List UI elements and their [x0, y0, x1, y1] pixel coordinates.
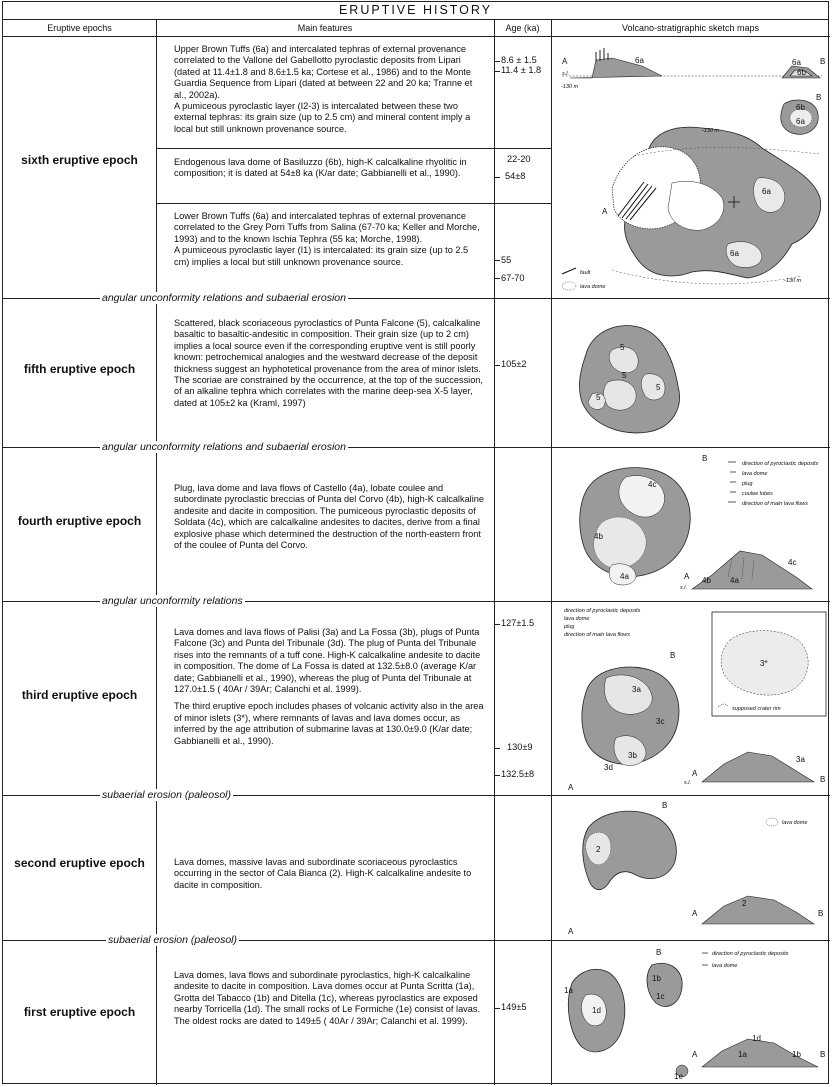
map-label: 1d [592, 1006, 601, 1015]
separator-label: angular unconformity relations and subaerial erosion [102, 292, 346, 304]
map-legend-text: coulee lobes [742, 491, 773, 497]
map-legend-text: lava dome [580, 284, 606, 290]
map-label: B [820, 57, 826, 66]
eruptive-history-table [2, 1, 829, 1084]
age-value: 127±1.5 [501, 618, 535, 628]
age-tick [494, 71, 500, 72]
age-value: 105±2 [501, 359, 527, 369]
separator-label: subaerial erosion (paleosol) [102, 789, 231, 801]
map-legend-text: direction of main lava flows [742, 501, 809, 507]
map-label: 5 [622, 371, 627, 380]
map-label: A [562, 57, 568, 66]
map-first-svg [552, 943, 830, 1083]
map-label: 6a [762, 187, 771, 196]
epoch-title-third: third eruptive epoch [21, 688, 138, 702]
separator-label: angular unconformity relations and subaerial erosion [102, 441, 346, 453]
map-legend-text: lava dome [742, 471, 768, 477]
map-label: 6a [635, 56, 644, 65]
features-sixth-dome: Endogenous lava dome of Basiluzzo (6b), high-K calcalkaline rhyolitic in composition; it is dated at 54±8 ka (K/ar date; Gabbianelli et al., 1990). [174, 157, 467, 179]
map-label: 4c [788, 558, 797, 567]
map-label: B [818, 909, 824, 918]
features-text: The third eruptive epoch includes phases of volcanic activity also in the area of minor islets (3*), where remnants of lavas and lava domes occur, as inferred by the age attribution of submarine lavas at 130.0±9.0 (K/ar date; Gabbianelli et al., 1990). [174, 701, 484, 746]
map-legend-text: lava dome [712, 963, 738, 969]
map-label: B [820, 1050, 826, 1059]
age-tick [494, 365, 500, 366]
map-label: 6a [730, 249, 739, 258]
column-divider [494, 19, 495, 1085]
age-value: 11.4 ± 1.8 [501, 65, 542, 75]
map-label: A [684, 572, 690, 581]
map-legend-text: direction of pyroclastic deposits [712, 951, 789, 957]
map-legend-text: direction of pyroclastic deposits [742, 461, 819, 467]
epoch-title-second: second eruptive epoch [14, 856, 145, 870]
features-sixth-lower [174, 211, 484, 268]
features-text: Upper Brown Tuffs (6a) and intercalated tephras of external provenance correlated to the Vallone del Gabellotto pyroclastic deposits from Lipari (dated at 11.4±1.8 and 8.6±1.5 ka; Cortese et al., 1986) and to the Monte Guardia Sequence from Lipari (dated at between 22 and 20 ka; Tranne et al., 2002a). [174, 44, 473, 100]
age-tick [494, 177, 500, 178]
map-label: s.l. [562, 71, 570, 77]
map-label: A [568, 783, 574, 792]
features-text: Lower Brown Tuffs (6a) and intercalated tephras of external provenance correlated to the Grey Porri Tuffs from Salina (67-70 ka; Keller and Morche, 1993) and to the known Ischia Tephra (55 ka; Morche, 1998). [174, 211, 480, 244]
map-legend-text: direction of main lava flows [564, 632, 631, 638]
age-value: 55 [501, 255, 512, 265]
epoch-title-fifth: fifth eruptive epoch [23, 362, 136, 376]
sub-row-divider [156, 203, 551, 204]
map-label: B [670, 651, 676, 660]
map-legend-text: lava dome [564, 616, 590, 622]
map-label: 1e [674, 1072, 683, 1081]
map-label: 3d [604, 763, 613, 772]
header-age: Age (ka) [494, 19, 551, 37]
map-legend-text: plug [742, 481, 753, 487]
map-label: 6a [796, 117, 805, 126]
map-fourth-svg [552, 451, 830, 599]
age-tick [494, 260, 500, 261]
map-label: 5 [596, 393, 601, 402]
map-label: 4b [594, 532, 603, 541]
header-epochs: Eruptive epochs [3, 19, 156, 37]
map-fifth-epoch [552, 302, 830, 444]
features-text: Lava domes and lava flows of Palisi (3a) and La Fossa (3b), plugs of Punta Falcone (3c) and Punta del Tribunale (3d). The plug of Punta del Tribunale rises into the remnants of a tuff cone. High-K calcalkaline andesite to dacite in composition. The dome of La Fossa is dated at 132.5±8.0 (average K/ar date; Gabbianelli et al., 1990), whereas the plug of Punta del Tribunale at 127.0±1.5 ( 40Ar / 39Ar; Calanchi et al. 1999). [174, 627, 481, 695]
map-legend-text: fault [580, 270, 591, 276]
map-first-epoch [552, 943, 830, 1083]
age-value: 22-20 [507, 154, 531, 164]
separator-label: subaerial erosion (paleosol) [108, 934, 237, 946]
map-label: B [816, 93, 822, 102]
age-value: 132.5±8 [501, 769, 535, 779]
map-label: 2 [742, 899, 747, 908]
epoch-title-fourth: fourth eruptive epoch [17, 514, 142, 528]
epoch-title-sixth: sixth eruptive epoch [21, 153, 138, 167]
map-label: B [656, 948, 662, 957]
map-label: 4b [702, 576, 711, 585]
map-label: 6b [797, 68, 806, 77]
age-value: 8.6 ± 1.5 [501, 55, 537, 65]
map-label: 3a [796, 755, 805, 764]
features-sixth-upper [174, 44, 484, 135]
map-label: 5 [620, 343, 625, 352]
map-fifth-svg [552, 302, 830, 444]
map-label: 1c [656, 992, 665, 1001]
map-label: 1d [752, 1034, 761, 1043]
age-tick [494, 775, 500, 776]
map-fourth-epoch [552, 451, 830, 599]
map-third-svg [552, 604, 830, 793]
map-label: 6b [796, 103, 805, 112]
map-label: A [602, 207, 608, 216]
map-label: -130 m [561, 84, 579, 90]
sub-row-divider [156, 148, 551, 149]
map-label: 3c [656, 717, 665, 726]
map-label: 1a [738, 1050, 747, 1059]
map-label: 6a [792, 58, 801, 67]
map-label: B [662, 801, 668, 810]
age-tick [494, 61, 500, 62]
age-tick [494, 624, 500, 625]
age-tick [494, 1008, 500, 1009]
map-label: 2 [596, 845, 601, 854]
map-legend-text: supposed crater rim [732, 706, 781, 712]
features-fourth: Plug, lava dome and lava flows of Castello (4a), lobate coulee and subordinate pyroclastic breccias of Punta del Corvo (4b), high-K calcalkaline andesite and dacite in composition. The pumiceous pyroclastic deposits of Soldata (4c), which are calcalkaline andesites to dacites, derive from a final explosive phase which determined the destruction of the north-eastern front of the coulee of Punta del Corvo. [174, 483, 484, 551]
map-label: 3a [632, 685, 641, 694]
map-label: A [692, 1050, 698, 1059]
map-label: 3* [760, 659, 768, 668]
header-features: Main features [156, 19, 494, 37]
column-divider [156, 19, 157, 1085]
map-label: 4c [648, 480, 657, 489]
age-value: 67-70 [501, 273, 525, 283]
features-fifth: Scattered, black scoriaceous pyroclastics of Punta Falcone (5), calcalkaline basaltic to basaltic-andesitic in composition. Their grain size (up to 2 cm) implies a local source even if the corresponding eruptive vent is still poorly known: petrochemical analogies and the westward decrease of the deposit thickness suggest an hyphotetical provenance from the area of minor islets. The scoriae are constrained by the occurrence, at the top of the succession, of an alkaline tephra which correlates with the marine deep-sea X-5 layer, dated at 105±2 ka (Kraml, 1997) [174, 318, 483, 408]
map-second-epoch [552, 798, 830, 938]
features-text: A pumiceous pyroclastic layer (I1) is intercalated: its grain size (up to 2.5 cm) implies a local but still unknown provenance source. [174, 245, 469, 267]
map-label: 4a [730, 576, 739, 585]
epoch-title-first: first eruptive epoch [23, 1005, 136, 1019]
map-second-svg [552, 798, 830, 938]
map-label: 5 [656, 383, 661, 392]
table-title: ERUPTIVE HISTORY [3, 2, 828, 20]
map-label: B [820, 775, 826, 784]
header-maps: Volcano-stratigraphic sketch maps [551, 19, 830, 37]
separator-label: angular unconformity relations [102, 595, 243, 607]
map-label: 4a [620, 572, 629, 581]
map-label: A [692, 909, 698, 918]
map-label: -130 m [702, 128, 720, 134]
age-tick [494, 748, 500, 749]
map-sixth-svg [552, 38, 830, 296]
map-label: -130 m [784, 278, 802, 284]
map-label: 3b [628, 751, 637, 760]
age-value: 54±8 [505, 171, 526, 181]
map-sixth-epoch [552, 38, 830, 296]
map-label: 1b [652, 974, 661, 983]
features-first: Lava domes, lava flows and subordinate pyroclastics, high-K calcalkaline andesite to dacite in composition. Lava domes occur at Punta Scritta (1a), Grotta del Tabacco (1b) and Ditella (1c), whereas pyroclastics are exposed nearby Torricella (1d). The small rocks of Le Formiche (1e) consist of lavas. The oldest rocks are dated to 149±5 ( 40Ar / 39Ar; Calanchi et al. 1999). [174, 970, 481, 1026]
age-value: 149±5 [501, 1002, 527, 1012]
map-third-epoch [552, 604, 830, 793]
features-third [174, 627, 484, 747]
features-text: A pumiceous pyroclastic layer (I2-3) is intercalated between these two external tephras: its grain size (up to 2.5 cm) and mineral content imply a local but still unknown provenance source. [174, 101, 471, 134]
map-label: s.l. [680, 585, 688, 591]
map-label: 1b [792, 1050, 801, 1059]
map-legend-text: plug [564, 624, 575, 630]
map-label: A [692, 769, 698, 778]
map-label: B [702, 454, 708, 463]
map-label: A [568, 927, 574, 936]
map-label: 1a [564, 986, 573, 995]
map-label: s.l. [684, 780, 692, 786]
map-legend-text: direction of pyroclastic deposits [564, 608, 641, 614]
age-tick [494, 278, 500, 279]
features-second: Lava domes, massive lavas and subordinate scoriaceous pyroclastics occurring in the sector of Cala Bianca (2). High-K calcalkaline andesite to dacite in composition. [174, 857, 472, 890]
age-value: 130±9 [507, 742, 533, 752]
map-legend-text: lava dome [782, 820, 808, 826]
